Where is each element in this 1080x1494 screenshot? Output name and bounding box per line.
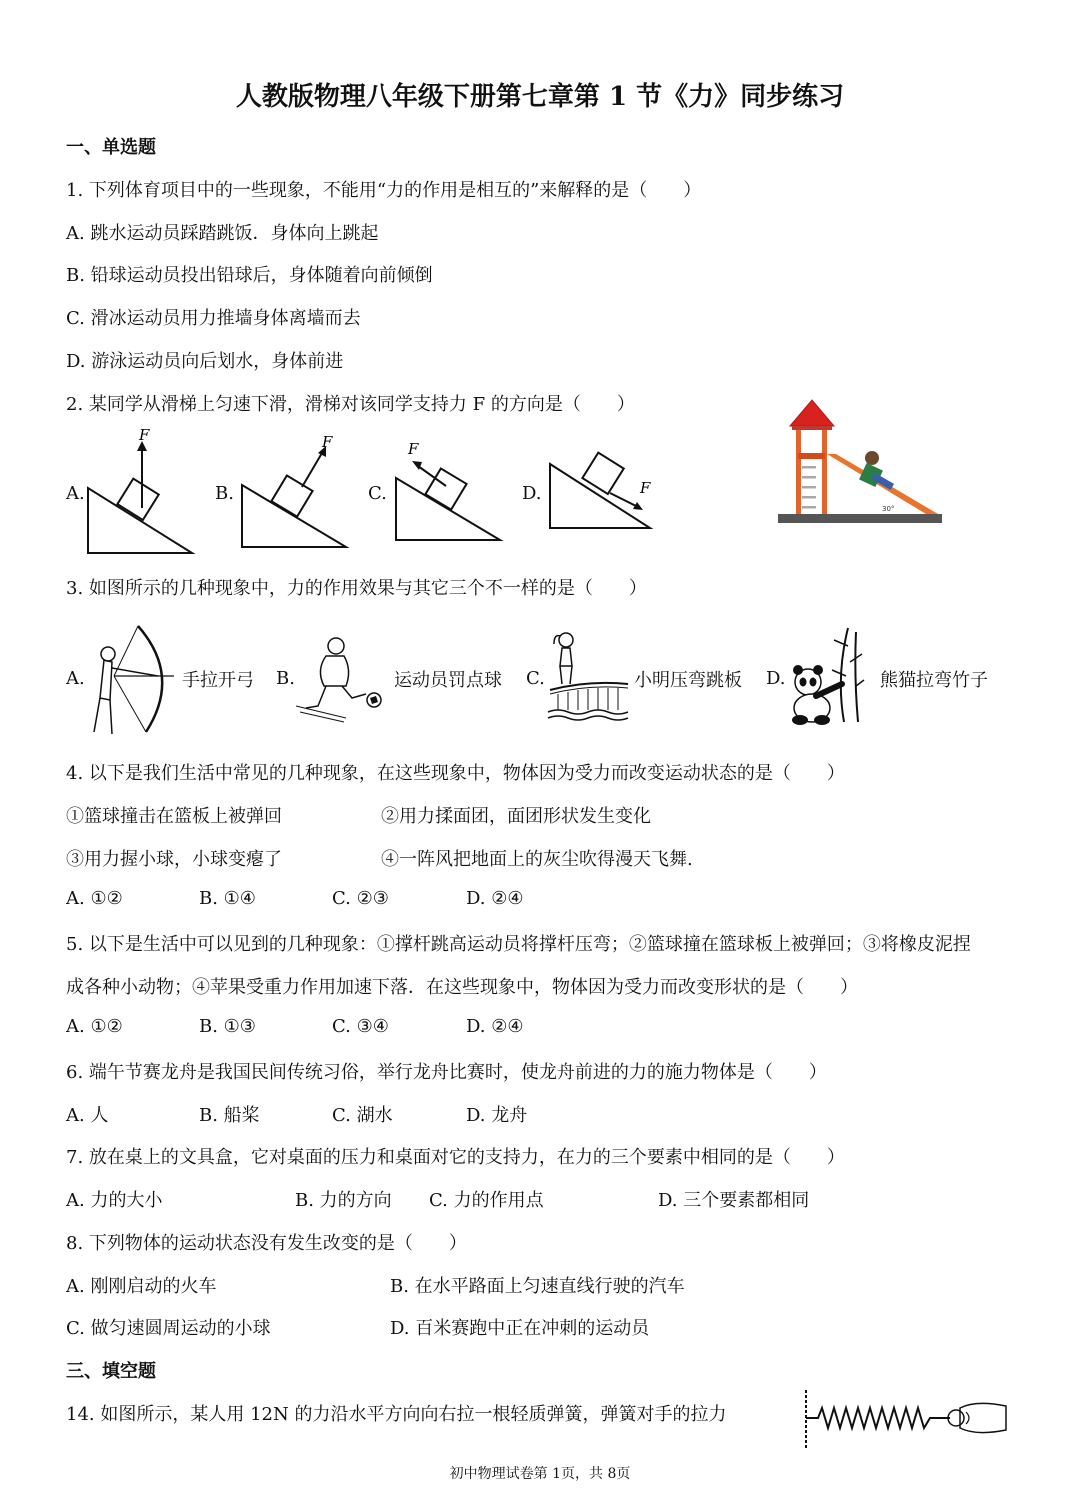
question-8-option-a: A. 刚刚启动的火车 xyxy=(66,1276,217,1297)
question-6-option-d: D. 龙舟 xyxy=(466,1105,528,1126)
question-2-stem: 2. 某同学从滑梯上匀速下滑，滑梯对该同学支持力 F 的方向是（ ） xyxy=(66,394,635,415)
question-1-option-d: D. 游泳运动员向后划水，身体前进 xyxy=(66,351,344,372)
question-4-option-d: D. ②④ xyxy=(466,888,524,909)
football-penalty-kick-image xyxy=(296,636,386,722)
question-3-caption-b: 运动员罚点球 xyxy=(394,670,502,691)
question-1-option-a: A. 跳水运动员踩踏跳饭．身体向上跳起 xyxy=(66,223,379,244)
question-7-option-d: D. 三个要素都相同 xyxy=(658,1190,810,1211)
question-5-option-b: B. ①③ xyxy=(199,1016,256,1037)
force-label: F xyxy=(640,479,651,497)
question-6-option-c: C. 湖水 xyxy=(332,1105,393,1126)
question-2-label-c: C. xyxy=(368,483,387,504)
question-1-option-b: B. 铅球运动员投出铅球后，身体随着向前倾倒 xyxy=(66,265,433,286)
question-4-item-2: ②用力揉面团，面团形状发生变化 xyxy=(381,806,651,827)
question-5-stem-line-2: 成各种小动物；④苹果受重力作用加速下落．在这些现象中，物体因为受力而改变形状的是（ ） xyxy=(66,977,858,998)
question-7-option-a: A. 力的大小 xyxy=(66,1190,163,1211)
question-5-option-d: D. ②④ xyxy=(466,1016,524,1037)
question-2-label-d: D. xyxy=(522,483,542,504)
question-3-label-c: C. xyxy=(526,668,545,689)
question-4-stem: 4. 以下是我们生活中常见的几种现象，在这些现象中，物体因为受力而改变运动状态的是（ ） xyxy=(66,763,845,784)
question-3-label-a: A. xyxy=(66,668,85,689)
question-7-stem: 7. 放在桌上的文具盒，它对桌面的压力和桌面对它的支持力，在力的三个要素中相同的是（ ） xyxy=(66,1147,845,1168)
question-2-incline-d xyxy=(546,448,666,538)
panda-bamboo-image xyxy=(786,626,866,726)
question-1-option-c: C. 滑冰运动员用力推墙身体离墙而去 xyxy=(66,308,361,329)
page-footer: 初中物理试卷第 1页，共 8页 xyxy=(449,1466,631,1482)
question-4-item-1: ①篮球撞击在篮板上被弹回 xyxy=(66,806,282,827)
question-4-option-b: B. ①④ xyxy=(199,888,256,909)
section-heading-single-choice: 一、单选题 xyxy=(66,137,156,158)
section-heading-fill-in: 三、填空题 xyxy=(66,1361,156,1382)
question-5-option-c: C. ③④ xyxy=(332,1016,389,1037)
question-4-option-c: C. ②③ xyxy=(332,888,389,909)
question-6-option-a: A. 人 xyxy=(66,1105,109,1126)
question-2-incline-b xyxy=(238,435,358,560)
question-8-option-d: D. 百米赛跑中正在冲刺的运动员 xyxy=(390,1318,650,1339)
question-5-option-a: A. ①② xyxy=(66,1016,123,1037)
force-label: F xyxy=(408,440,419,458)
page-title: 人教版物理八年级下册第七章第 1 节《力》同步练习 xyxy=(235,82,845,112)
question-1-stem: 1. 下列体育项目中的一些现象，不能用“力的作用是相互的”来解释的是（ ） xyxy=(66,180,702,201)
question-2-label-a: A. xyxy=(66,483,85,504)
question-7-option-b: B. 力的方向 xyxy=(295,1190,392,1211)
question-6-stem: 6. 端午节赛龙舟是我国民间传统习俗，举行龙舟比赛时，使龙舟前进的力的施力物体是（ ） xyxy=(66,1062,827,1083)
slide-angle-label: 30° xyxy=(882,505,895,513)
force-label: F xyxy=(322,433,333,451)
question-7-option-c: C. 力的作用点 xyxy=(429,1190,544,1211)
question-3-label-d: D. xyxy=(766,668,786,689)
question-4-option-a: A. ①② xyxy=(66,888,123,909)
question-5-stem-line-1: 5. 以下是生活中可以见到的几种现象：①撑杆跳高运动员将撑杆压弯；②篮球撞在篮球板上被弹回；③将橡皮泥捏 xyxy=(66,934,971,955)
question-6-option-b: B. 船桨 xyxy=(199,1105,260,1126)
springboard-diver-image xyxy=(548,632,630,722)
question-3-caption-d: 熊猫拉弯竹子 xyxy=(880,670,988,691)
slide-playground-image xyxy=(776,398,948,530)
question-8-stem: 8. 下列物体的运动状态没有发生改变的是（ ） xyxy=(66,1233,467,1254)
archer-drawing-bow-image xyxy=(86,620,178,738)
question-2-incline-c xyxy=(392,440,512,560)
force-label: F xyxy=(139,426,150,444)
question-14-stem: 14. 如图所示，某人用 12N 的力沿水平方向向右拉一根轻质弹簧，弹簧对手的拉力 xyxy=(66,1404,727,1425)
question-8-option-b: B. 在水平路面上匀速直线行驶的汽车 xyxy=(390,1276,685,1297)
question-8-option-c: C. 做匀速圆周运动的小球 xyxy=(66,1318,271,1339)
question-4-item-4: ④一阵风把地面上的灰尘吹得漫天飞舞. xyxy=(381,849,693,870)
question-3-caption-a: 手拉开弓 xyxy=(182,670,254,691)
question-3-stem: 3. 如图所示的几种现象中，力的作用效果与其它三个不一样的是（ ） xyxy=(66,578,647,599)
question-2-incline-a xyxy=(84,428,199,558)
question-3-label-b: B. xyxy=(276,668,295,689)
question-3-caption-c: 小明压弯跳板 xyxy=(634,670,742,691)
question-4-item-3: ③用力握小球，小球变瘪了 xyxy=(66,849,282,870)
question-2-label-b: B. xyxy=(215,483,234,504)
spring-hand-image xyxy=(800,1388,1012,1450)
